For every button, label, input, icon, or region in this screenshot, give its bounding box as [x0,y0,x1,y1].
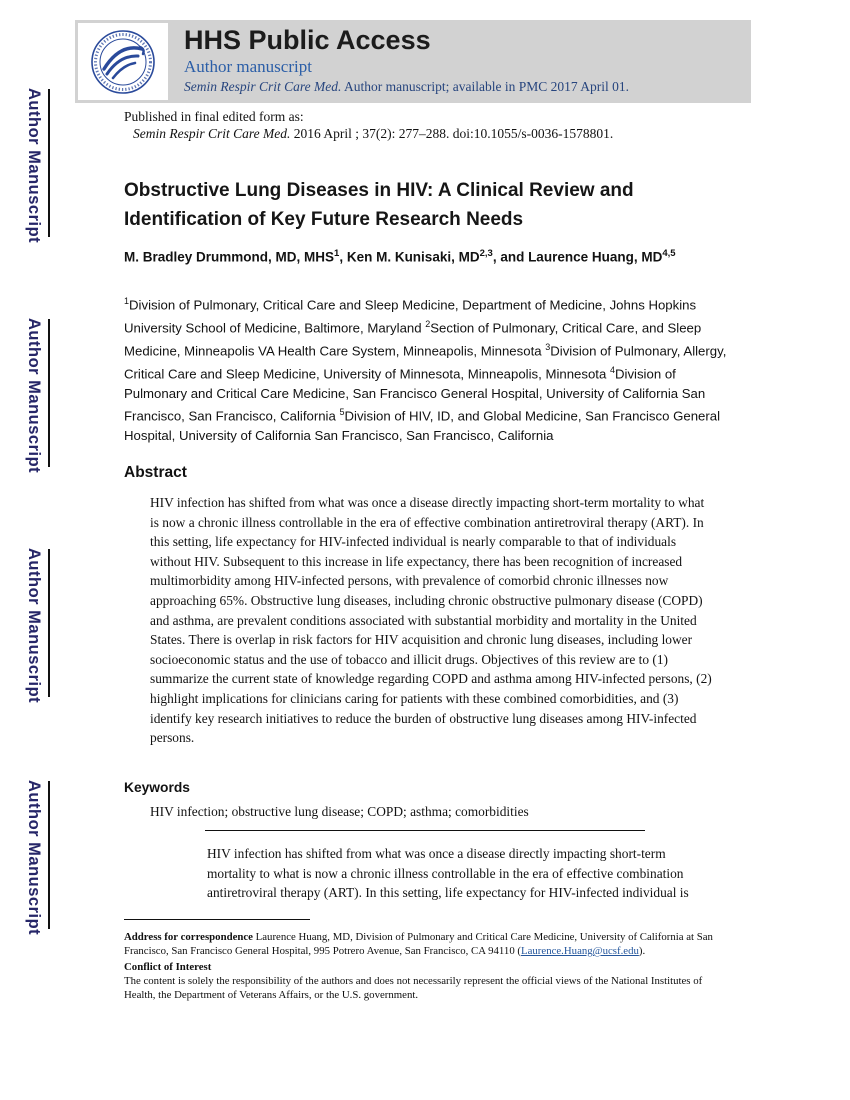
affiliation-text: Division of Pulmonary, Allergy, Critical Care and Sleep Medicine, University of Minnesota, Minneapolis, Minnesota [124,343,727,382]
watermark-text: Author Manuscript [25,548,43,704]
citation-details: 2016 April ; 37(2): 277–288. doi:10.1055/s-0036-1578801. [290,126,614,141]
abstract-heading: Abstract [124,464,187,481]
banner-text-block [168,20,629,103]
affiliation-text: Section of Pulmonary, Critical Care, and Sleep Medicine, Minneapolis VA Health Care System, Minneapolis, Minnesota [124,320,702,359]
abstract-text: HIV infection has shifted from what was once a disease directly impacting short-term mortality to what is now a chronic illness controllable in the era of effective combination antiretroviral therapy (ART). In this setting, life expectancy for HIV-infected individual is nearly comparable to that of individuals without HIV. Subsequent to this increase in life expectancy, there has been recognition of increased multimorbidity among HIV-infected persons, with prevalence of comorbid chronic illnesses now approaching 65%. Obstructive lung diseases, including chronic obstructive pulmonary disease (COPD) and asthma, are prevalent conditions associated with substantial morbidity and mortality in the United States. There is overlap in risk factors for HIV acquisition and chronic lung diseases, including lower socioeconomic status and the use of tobacco and illicit drugs. Objectives of this review are to (1) summarize the current state of knowledge regarding COPD and asthma among HIV-infected persons, (2) highlight implications for clinicians caring for patients with these combined comorbidities, and (3) identify key research initiatives to reduce the burden of obstructive lung diseases among HIV-infected persons. [150,495,712,746]
watermark-rule [48,319,50,467]
author-manuscript-watermark [24,780,54,936]
watermark-text: Author Manuscript [25,88,43,244]
footnotes [124,930,730,1002]
keywords-heading: Keywords [124,780,190,795]
affiliation-sup: 4 [609,364,615,375]
author-list [124,248,728,265]
author-manuscript-watermark [24,88,54,244]
keywords-divider [205,830,645,831]
affiliation-sup: 2 [425,318,431,329]
banner-journal-name: Semin Respir Crit Care Med. [184,79,342,94]
affiliation-text: Division of Pulmonary, Critical Care and Sleep Medicine, Department of Medicine, Johns Hopkins University School of Medicine, Baltimore, Maryland [124,297,697,336]
correspondence-text: Laurence Huang, MD, Division of Pulmonary and Critical Care Medicine, University of California at San Francisco, San Francisco General Hospital, 995 Potrero Avenue, San Francisco, CA 94110 ( [124,931,713,957]
affiliation-text: Division of Pulmonary and Critical Care Medicine, San Francisco General Hospital, University of California San Francisco, San Francisco, California [124,366,706,424]
correspondence-label: Address for correspondence [124,931,253,943]
author-affil-sup: 2,3 [479,248,493,259]
hhs-logo [78,23,168,100]
author-affil-sup: 1 [334,248,340,259]
watermark-rule [48,89,50,237]
affiliations [124,292,730,445]
banner-source-line [184,78,629,95]
author-name: , Ken M. Kunisaki, MD [339,249,480,265]
journal-citation [133,126,613,142]
author-manuscript-watermark [24,548,54,704]
conflict-of-interest-heading: Conflict of Interest [124,961,212,973]
banner-title: HHS Public Access [184,25,431,55]
hhs-eagle-icon [90,29,156,95]
body-paragraph: HIV infection has shifted from what was once a disease directly impacting short-term mortality to what is now a chronic illness controllable in the era of effective combination antiretroviral therapy (ART). In this setting, life expectancy for HIV-infected individual is [207,846,689,901]
footnote-rule [124,919,310,920]
banner-subtitle: Author manuscript [184,57,312,76]
article-title: Obstructive Lung Diseases in HIV: A Clinical Review and Identification of Key Future Research Needs [124,180,634,230]
author-name: M. Bradley Drummond, MD, MHS [124,249,335,265]
published-in-label: Published in final edited form as: [124,109,304,124]
keywords-text: HIV infection; obstructive lung disease; COPD; asthma; comorbidities [150,804,529,819]
citation-journal-name: Semin Respir Crit Care Med. [133,126,291,141]
correspondence-text-end: ). [638,945,646,957]
hhs-banner [75,20,751,103]
watermark-text: Author Manuscript [25,318,43,474]
author-affil-sup: 4,5 [662,248,676,259]
correspondence-email-link[interactable]: Laurence.Huang@ucsf.edu [521,945,639,957]
watermark-rule [48,549,50,697]
author-name: , and Laurence Huang, MD [492,249,663,265]
watermark-rule [48,781,50,929]
conflict-of-interest-text: The content is solely the responsibility of the authors and does not necessarily represent the official views of the National Institutes of Health, the Department of Veterans Affairs, or the U.S. government. [124,975,703,1001]
affiliation-sup: 3 [545,341,551,352]
correspondence-note [124,930,730,958]
affiliation-text: Division of HIV, ID, and Global Medicine, San Francisco General Hospital, University of California San Francisco, San Francisco, California [124,408,721,443]
author-manuscript-watermark [24,318,54,474]
affiliation-sup: 5 [339,407,345,418]
watermark-text: Author Manuscript [25,780,43,936]
banner-source-rest: Author manuscript; available in PMC 2017 April 01. [341,79,629,94]
affiliation-sup: 1 [124,296,130,306]
